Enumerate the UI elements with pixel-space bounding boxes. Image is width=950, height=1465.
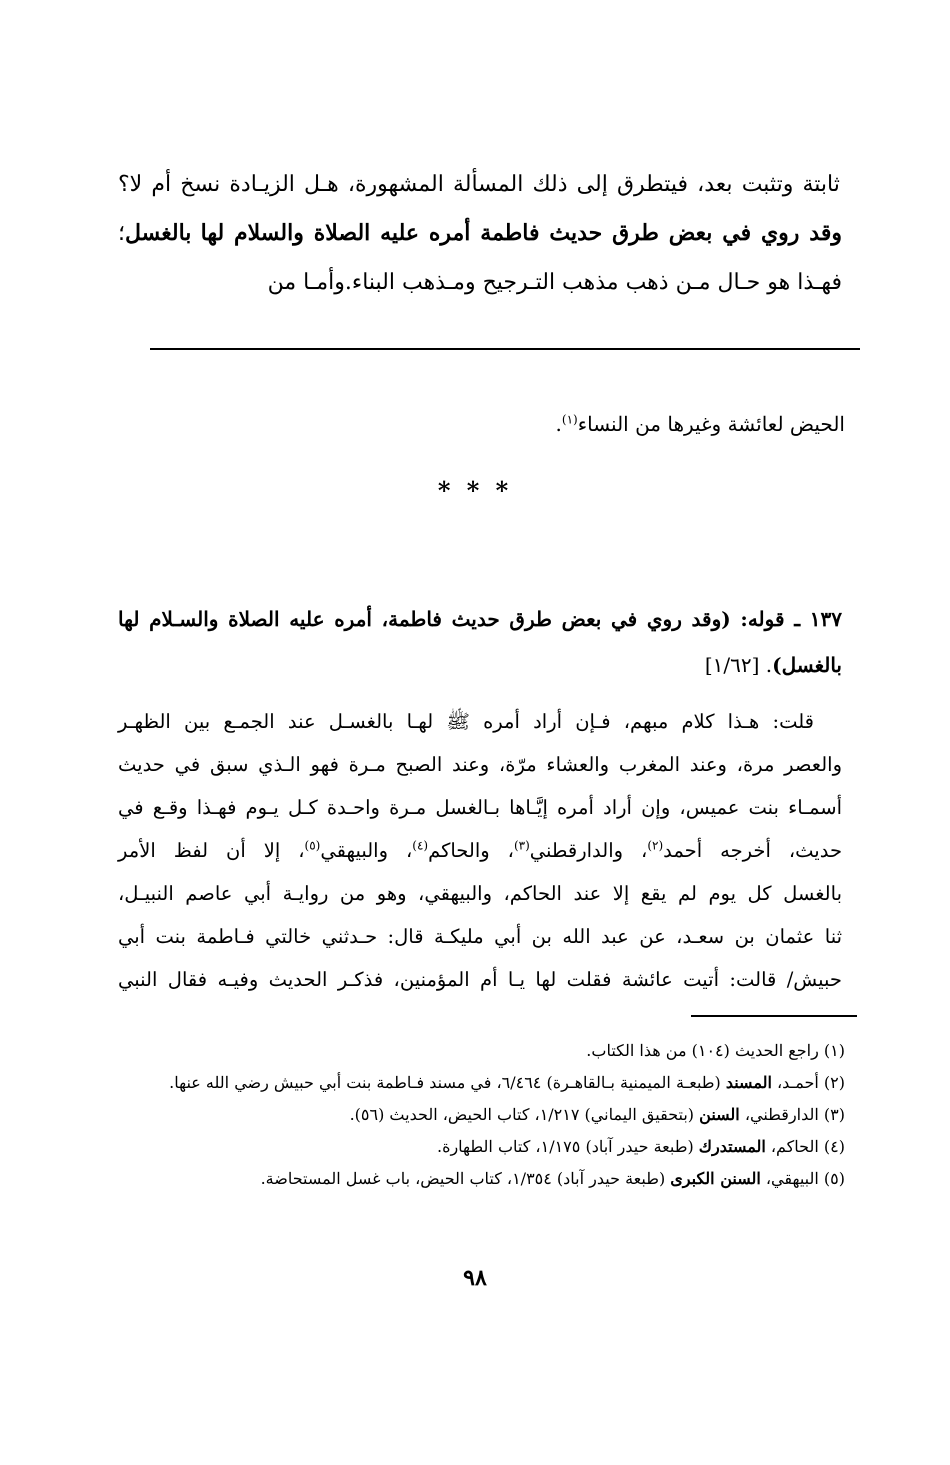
continued-text-body: الحيض لعائشة وغيرها من النساء: [577, 412, 845, 436]
footnote-author: (٤) الحاكم،: [765, 1137, 845, 1156]
entry-reference: . [١/٦٢]: [704, 653, 773, 677]
commentary-line-with-notes: [118, 829, 842, 872]
commentary-line: قلت: هـذا كلام مبهم، فـإن أراد أمره ﷺ لهـا بالغسـل عند الجمـع بين الظهـر: [118, 710, 814, 733]
commentary-segment: ، والبيهقي: [320, 839, 413, 862]
commentary-segment: حديث، أخرجه أحمد: [663, 839, 842, 862]
footnote-marker: (٢): [647, 838, 664, 853]
continued-text-end: .: [555, 412, 562, 436]
footnote-marker: (١): [561, 412, 578, 427]
footnote-separator-rule: [691, 1015, 857, 1017]
footnote-1: (١) راجع الحديث (١٠٤) من هذا الكتاب.: [586, 1041, 845, 1060]
footnote-marker: (٤): [412, 838, 429, 853]
footnote-5: [108, 1163, 845, 1195]
footnote-details: (طبعة حيدر آباد) ١/٣٥٤، كتاب الحيض، باب غسل المستحاضة.: [260, 1169, 671, 1188]
quoted-text-line-3: ؛فهـذا هو حـال مـن ذهب مذهب التـرجيح ومـذهب البناء.وأمـا من: [118, 221, 842, 295]
commentary-line: بالغسل كل يوم لم يقع إلا عند الحاكم، والبيهقي، وهو من روايـة أبي عاصم النبيـل،: [118, 882, 842, 905]
commentary-segment: ، والحاكم: [428, 839, 514, 862]
footnote-2: [108, 1067, 845, 1099]
footnote-author: (٢) أحمـد،: [771, 1073, 845, 1092]
section-separator-stars: * * *: [437, 476, 513, 505]
footnote-marker: (٣): [513, 838, 530, 853]
quoted-text-paragraph: [118, 160, 842, 307]
footnote-source-title: المسند: [725, 1073, 772, 1092]
footnote-author: (٥) البيهقي،: [760, 1169, 845, 1188]
footnote-source-title: المستدرك: [698, 1137, 766, 1156]
continued-text: [556, 408, 845, 440]
footnote-details: (طبعة حيدر آباد) ١/١٧٥، كتاب الطهارة.: [436, 1137, 699, 1156]
quoted-text-line-1: ثابتة وتثبت بعد، فيتطرق إلى ذلك المسألة المشهورة، هـل الزيـادة نسخ أم: [151, 172, 840, 197]
commentary-line: ثنا عثمان بن سعـد، عن عبد الله بن أبي مليكـة قال: حـدثني خالتي فـاطمة بنت أبي: [118, 925, 842, 948]
footnote-author: (٣) الدارقطني،: [739, 1105, 845, 1124]
commentary-segment: ، والدارقطني: [529, 839, 648, 862]
footnote-4: [108, 1131, 845, 1163]
entry-quote: (وقد روي في بعض طرق حديث فاطمة، أمره عليه الصلاة والسـلام لها بالغسل): [118, 607, 842, 677]
footnotes-section: [108, 1035, 845, 1195]
footnote-3: [108, 1099, 845, 1131]
footnote-details: (طبعـة الميمنية بـالقاهـرة) ٦/٤٦٤، في مسند فـاطمة بنت أبي حبيش رضي الله عنها.: [169, 1073, 726, 1092]
commentary-segment: ، إلا أن لفظ الأمر: [118, 839, 305, 862]
quoted-text-highlight: وقد روي في بعض طرق حديث فاطمة أمره عليه الصلاة والسلام لها: [200, 220, 842, 246]
entry-heading: [118, 596, 842, 688]
commentary-line: أسمـاء بنت عميس، وإن أراد أمره إيَّـاها بـالغسل مـرة واحـدة كـل يـوم فهـذا وقـع في: [118, 796, 842, 819]
commentary-line: حبيش/ قالت: أتيت عائشة فقلت لها يـا أم المؤمنين، فذكـر الحديث وفيـه فقال النبي: [118, 968, 842, 991]
page-number: ٩٨: [463, 1265, 487, 1291]
footnote-source-title: السنن الكبرى: [670, 1169, 761, 1188]
commentary-line: والعصر مرة، وعند المغرب والعشاء مرّة، وعند الصبح مـرة فهو الـذي سبق في حديث: [118, 753, 842, 776]
footnote-source-title: السنن: [699, 1105, 740, 1124]
commentary-paragraph: [118, 700, 842, 1001]
footnote-details: (بتحقيق اليماني) ١/٢١٧، كتاب الحيض، الحديث (٥٦).: [349, 1105, 700, 1124]
quoted-text-line-2-prefix: لا؟: [118, 172, 143, 197]
entry-number: ١٣٧ ـ قوله:: [730, 607, 842, 631]
section-divider-rule: [150, 348, 860, 350]
quoted-text-highlight-end: بالغسل: [125, 220, 192, 246]
footnote-marker: (٥): [304, 838, 321, 853]
